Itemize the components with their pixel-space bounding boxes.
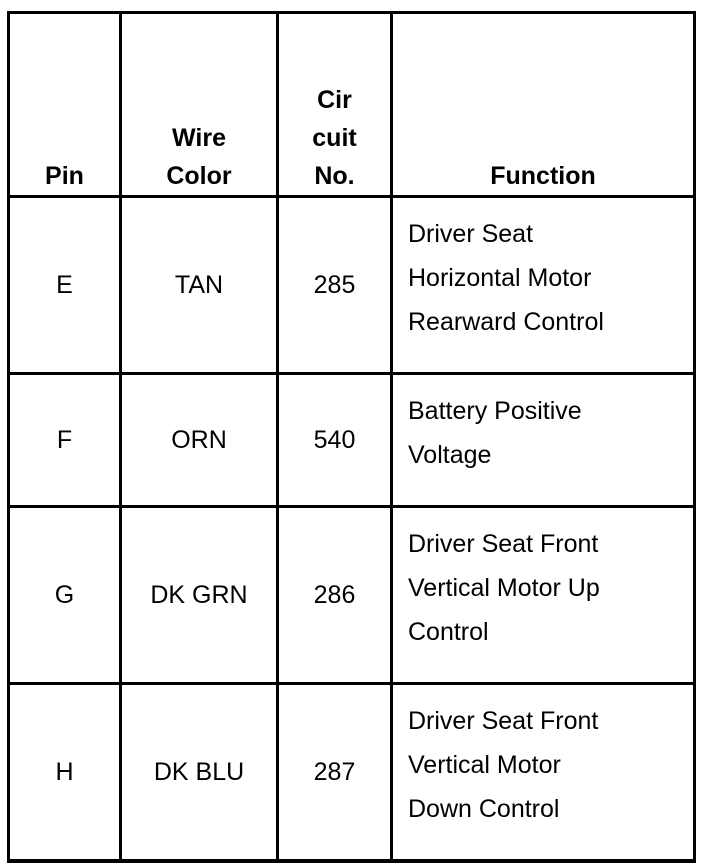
wire-color-cell: DK BLU — [121, 684, 278, 862]
function-line: Voltage — [408, 441, 492, 469]
connector-pin-table — [7, 11, 696, 863]
header-circuit-no-line: cuit — [312, 124, 357, 152]
function-cell — [392, 374, 695, 507]
function-cell — [392, 684, 695, 862]
pin-cell: E — [9, 197, 121, 374]
table-row — [9, 684, 695, 862]
circuit-no-cell: 287 — [278, 684, 392, 862]
header-row — [9, 13, 695, 197]
pin-cell: F — [9, 374, 121, 507]
wire-color-cell: DK GRN — [121, 507, 278, 684]
header-circuit-no-line: No. — [314, 162, 355, 190]
table-header — [9, 13, 695, 197]
header-wire-color-line: Wire — [172, 124, 226, 152]
circuit-no-cell: 286 — [278, 507, 392, 684]
function-line: Horizontal Motor — [408, 264, 592, 292]
circuit-no-cell: 540 — [278, 374, 392, 507]
wire-color-cell: ORN — [121, 374, 278, 507]
header-function-line: Function — [490, 162, 596, 190]
table-body — [9, 197, 695, 862]
header-wire-color-line: Color — [166, 162, 232, 190]
function-line: Vertical Motor — [408, 751, 561, 779]
function-cell — [392, 197, 695, 374]
function-line: Driver Seat Front — [408, 707, 599, 735]
header-wire-color — [121, 13, 278, 197]
function-cell — [392, 507, 695, 684]
header-circuit-no-line: Cir — [317, 86, 352, 114]
pin-cell: G — [9, 507, 121, 684]
table-row — [9, 197, 695, 374]
wire-color-cell: TAN — [121, 197, 278, 374]
function-line: Driver Seat — [408, 220, 534, 248]
pin-cell: H — [9, 684, 121, 862]
function-line: Rearward Control — [408, 308, 604, 336]
function-line: Down Control — [408, 795, 560, 823]
function-line: Battery Positive — [408, 397, 582, 425]
header-pin — [9, 13, 121, 197]
header-pin-line: Pin — [45, 162, 84, 190]
circuit-no-cell: 285 — [278, 197, 392, 374]
function-line: Vertical Motor Up — [408, 574, 600, 602]
header-function — [392, 13, 695, 197]
header-circuit-no — [278, 13, 392, 197]
table-row — [9, 507, 695, 684]
table-row — [9, 374, 695, 507]
function-line: Control — [408, 618, 489, 646]
function-line: Driver Seat Front — [408, 530, 599, 558]
